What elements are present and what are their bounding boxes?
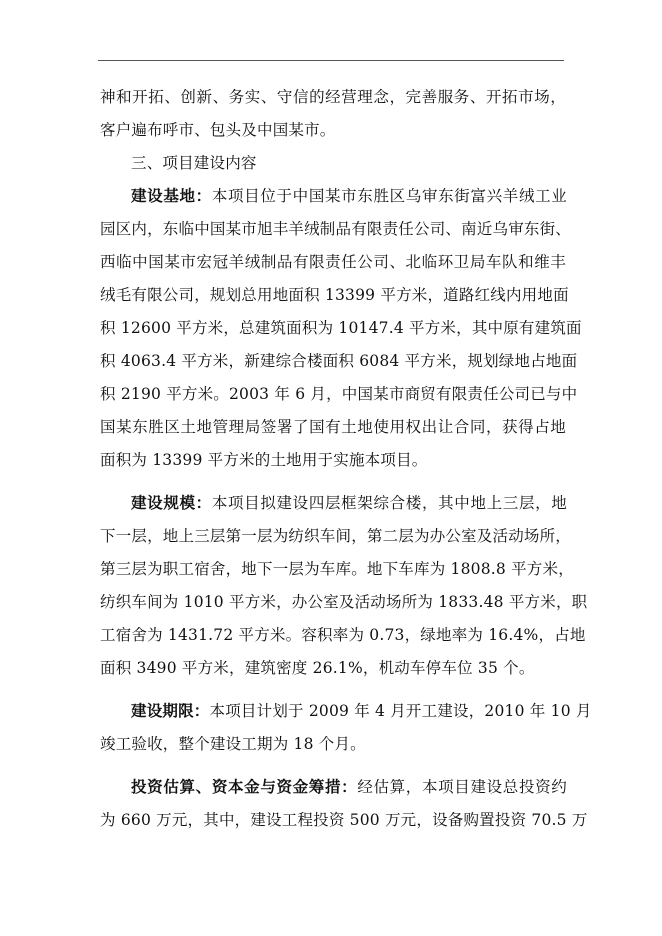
- paragraph-line: 竣工验收，整个建设工期为 18 个月。: [100, 735, 366, 753]
- run-in-heading-investment: 投资估算、资本金与资金筹措：: [131, 777, 358, 796]
- line-text: 经估算，本项目建设总投资约: [357, 778, 567, 796]
- paragraph-line: 第三层为职工宿舍，地下一层为车库。地下车库为 1808.8 平方米，: [100, 560, 574, 578]
- paragraph-line: 国某东胜区土地管理局签署了国有土地使用权出让合同，获得占地: [100, 418, 566, 436]
- run-in-heading-scale: 建设规模：: [131, 493, 212, 512]
- run-in-heading-site: 建设基地：: [131, 186, 212, 205]
- line-text: 本项目拟建设四层框架综合楼，其中地上三层，地: [211, 494, 567, 512]
- paragraph-line: 纺织车间为 1010 平方米，办公室及活动场所为 1833.48 平方米，职: [100, 593, 588, 611]
- paragraph-line: 面积 3490 平方米，建筑密度 26.1%，机动车停车位 35 个。: [100, 659, 535, 677]
- paragraph-line: 积 12600 平方米，总建筑面积为 10147.4 平方米，其中原有建筑面: [100, 319, 582, 337]
- paragraph-line: [131, 701, 592, 721]
- paragraph-line: 积 4063.4 平方米，新建综合楼面积 6084 平方米，规划绿地占地面: [100, 352, 578, 370]
- paragraph-line: 为 660 万元，其中，建设工程投资 500 万元，设备购置投资 70.5 万: [100, 811, 588, 829]
- paragraph-line: [131, 777, 567, 797]
- run-in-heading-period: 建设期限：: [131, 701, 210, 720]
- line-text: 本项目位于中国某市东胜区乌审东街富兴羊绒工业: [211, 187, 567, 205]
- paragraph-line: 绒毛有限公司，规划总用地面积 13399 平方米，道路红线内用地面: [100, 286, 569, 304]
- paragraph-line: 积 2190 平方米。2003 年 6 月，中国某市商贸有限责任公司已与中: [100, 385, 578, 403]
- paragraph-line: 西临中国某市宏冠羊绒制品有限责任公司、北临环卫局车队和维丰: [100, 253, 566, 271]
- paragraph-line: 园区内，东临中国某市旭丰羊绒制品有限责任公司、南近乌审东街、: [100, 220, 572, 238]
- paragraph-line: 下一层，地上三层第一层为纺织车间，第二层为办公室及活动场所，: [100, 527, 572, 545]
- paragraph-line: 工宿舍为 1431.72 平方米。容积率为 0.73，绿地率为 16.4%，占地: [100, 626, 586, 644]
- paragraph-line: [131, 493, 567, 513]
- section-heading: 三、项目建设内容: [131, 154, 257, 172]
- line-text: 本项目计划于 2009 年 4 月开工建设，2010 年 10 月: [209, 702, 592, 720]
- paragraph-line: 客户遍布呼市、包头及中国某市。: [100, 121, 336, 139]
- paragraph-line: [131, 186, 567, 206]
- page-header-rule: [98, 60, 564, 61]
- paragraph-line: 神和开拓、创新、务实、守信的经营理念，完善服务、开拓市场，: [100, 88, 566, 106]
- paragraph-line: 面积为 13399 平方米的土地用于实施本项目。: [100, 451, 428, 469]
